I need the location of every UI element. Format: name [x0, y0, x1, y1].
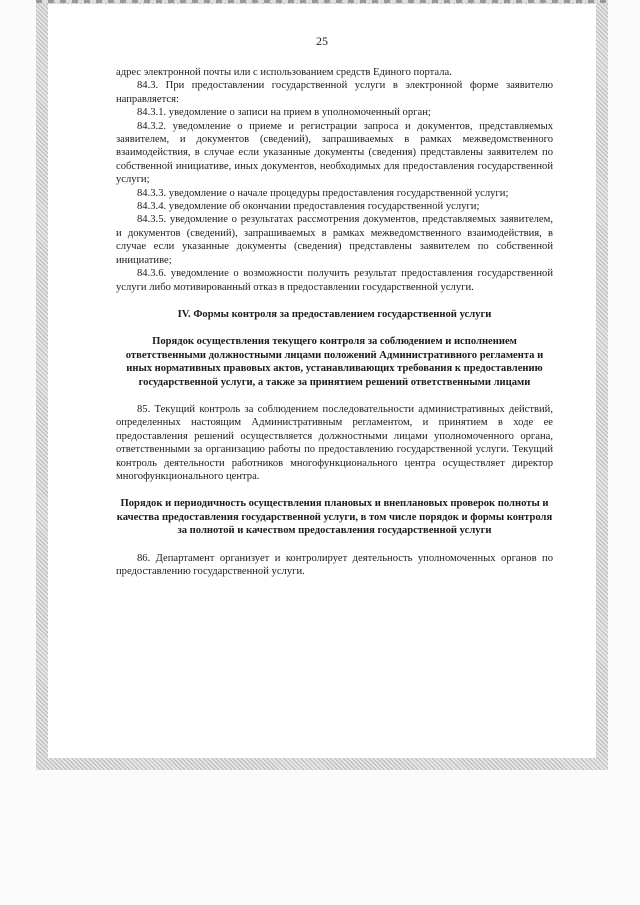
paragraph-84-3-5: 84.3.5. уведомление о результатах рассмотрения документов, представляемых заявителем, и документов (сведений), запрашиваемых в рамках межведомственного взаимодействия, в случае если указанные документы (сведения) представлены заявителем по собственной инициативе; [116, 214, 553, 266]
page-border-top [36, 0, 608, 3]
paragraph-continuation: адрес электронной почты или с использованием средств Единого портала. [116, 67, 452, 78]
subsection-title-current-control: Порядок осуществления текущего контроля за соблюдением и исполнением ответственными должностными лицами положений Административного регламента и иных нормативных правовых актов, устанавливающих требования к предоставлению государственной услуги, а также за принятием решений ответственными лицами [125, 336, 544, 388]
page-number: 25 [316, 34, 328, 48]
page-content [116, 66, 553, 578]
paragraph-84-3-3: 84.3.3. уведомление о начале процедуры предоставления государственной услуги; [137, 187, 509, 199]
paragraph-84-3-2: 84.3.2. уведомление о приеме и регистрации запроса и документов, представляемых заявителем, и документов (сведений), запрашиваемых в рамках межведомственного взаимодействия, в случае если указанные документы (сведения) представлены заявителем по собственной инициативе, иных документов, необходимых для предоставления государственной услуги; [116, 120, 553, 186]
paragraph-84-3-1: 84.3.1. уведомление о записи на прием в уполномоченный орган; [137, 107, 431, 119]
section-title: IV. Формы контроля за предоставлением государственной услуги [177, 308, 492, 320]
document-page [48, 4, 596, 758]
paragraph-86: 86. Департамент организует и контролирует деятельность уполномоченных органов по предоставлению государственной услуги. [116, 552, 553, 577]
paragraph-84-3: 84.3. При предоставлении государственной услуги в электронной форме заявителю направляется: [116, 80, 553, 105]
paragraph-84-3-4: 84.3.4. уведомление об окончании предоставления государственной услуги; [137, 201, 480, 213]
paragraph-85: 85. Текущий контроль за соблюдением последовательности административных действий, определенных настоящим Административным регламентом, и принятием в ходе ее предоставления решений осуществляется должностными лицами уполномоченного органа, ответственными за организацию работы по предоставлению государственной услуги. Текущий контроль деятельности работников многофункционального центра осуществляет директор многофункционального центра. [116, 403, 553, 482]
subsection-title-inspections: Порядок и периодичность осуществления плановых и внеплановых проверок полноты и качества предоставления государственной услуги, в том числе порядок и формы контроля за полнотой и качеством предоставления государственной услуги [116, 498, 553, 537]
paragraph-84-3-6: 84.3.6. уведомление о возможности получить результат предоставления государственной услуги либо мотивированный отказ в предоставлении государственной услуги. [116, 268, 553, 293]
